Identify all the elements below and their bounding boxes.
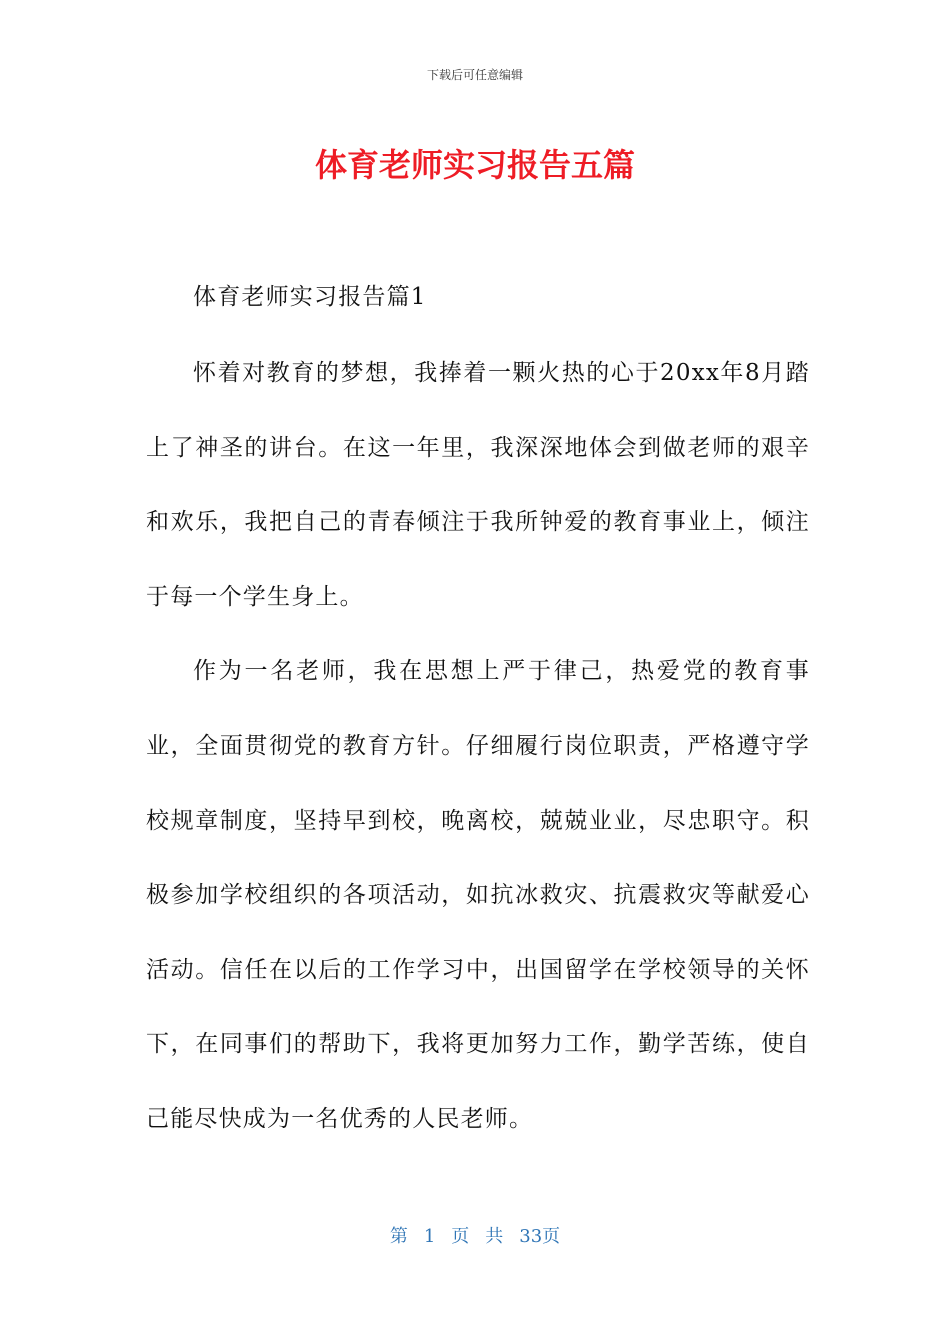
footer-total-prefix: 共 [485, 1226, 504, 1247]
page-header-note: 下载后可任意编辑 [426, 68, 523, 82]
document-body [146, 260, 810, 1157]
page-footer [0, 1223, 950, 1251]
section-heading: 体育老师实习报告篇1 [193, 284, 427, 310]
paragraph-1: 怀着对教育的梦想，我捧着一颗火热的心于20xx年8月踏上了神圣的讲台。在这一年里，我深深地体会到做老师的艰辛和欢乐，我把自己的青春倾注于我所钟爱的教育事业上，倾注于每一个学生身上。 [146, 360, 810, 610]
footer-page-mid: 页 [451, 1226, 470, 1247]
paragraph-2: 作为一名老师，我在思想上严于律己，热爱党的教育事业，全面贯彻党的教育方针。仔细履行岗位职责，严格遵守学校规章制度，坚持早到校，晚离校，兢兢业业，尽忠职守。积极参加学校组织的各项活动，如抗冰救灾、抗震救灾等献爱心活动。信任在以后的工作学习中，出国留学在学校领导的关怀下，在同事们的帮助下，我将更加努力工作，勤学苦练，使自己能尽快成为一名优秀的人民老师。 [146, 658, 810, 1132]
footer-current-page: 1 [423, 1226, 436, 1247]
footer-page-prefix: 第 [389, 1226, 408, 1247]
footer-total-pages: 33页 [519, 1226, 561, 1247]
document-title: 体育老师实习报告五篇 [314, 146, 635, 184]
